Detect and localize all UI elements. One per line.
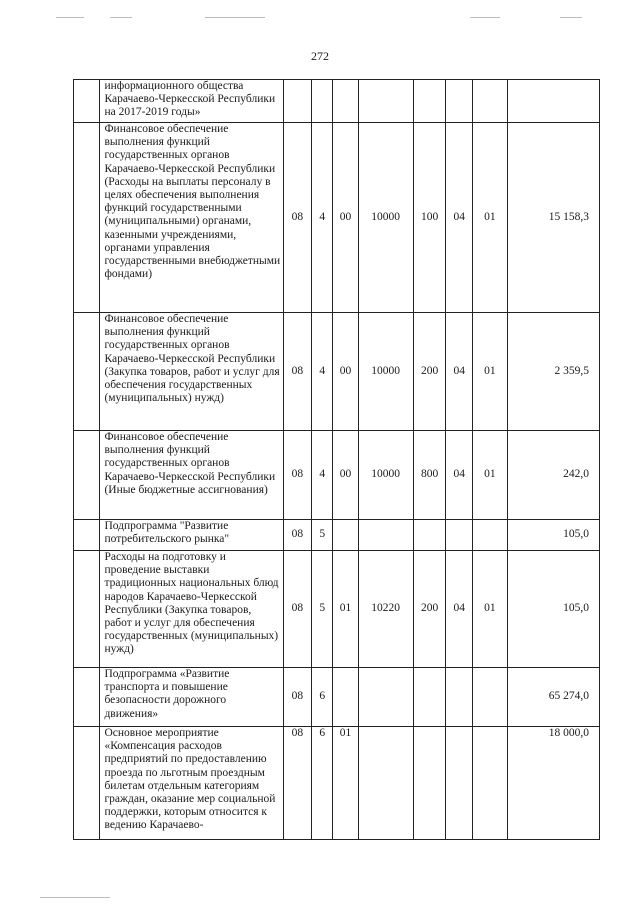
- table-row: [74, 313, 600, 431]
- table-row: [74, 520, 600, 551]
- expense-type-code: 800: [413, 431, 446, 520]
- direction-code: 10000: [358, 123, 413, 313]
- subsection-code: [472, 520, 507, 551]
- table-row: [74, 431, 600, 520]
- amount-value: 105,0: [507, 551, 599, 668]
- index-cell: [74, 520, 100, 551]
- direction-code: 10000: [358, 313, 413, 431]
- index-cell: [74, 431, 100, 520]
- table-row: [74, 80, 600, 123]
- expense-type-code: [413, 520, 446, 551]
- subprogram-code: 5: [312, 520, 333, 551]
- classification-code: 08: [283, 520, 312, 551]
- classification-code: [283, 80, 312, 123]
- direction-code: [358, 80, 413, 123]
- direction-code: [358, 668, 413, 727]
- row-description: Подпрограмма "Развитие потребительского рынка": [100, 520, 283, 551]
- section-code: 04: [446, 551, 472, 668]
- section-code: 04: [446, 123, 472, 313]
- event-code: [333, 668, 358, 727]
- row-description: Основное мероприятие «Компенсация расходов предприятий по предоставлению проезда по льготным проездным билетам отдельным категориям граждан, оказание мер социальной поддержки, которым относится к ведению Карачаево-: [100, 727, 283, 840]
- classification-code: 08: [283, 431, 312, 520]
- event-code: 00: [333, 123, 358, 313]
- scan-artifact: [40, 897, 110, 898]
- index-cell: [74, 727, 100, 840]
- subsection-code: 01: [472, 431, 507, 520]
- expense-type-code: [413, 668, 446, 727]
- index-cell: [74, 668, 100, 727]
- direction-code: 10000: [358, 431, 413, 520]
- direction-code: 10220: [358, 551, 413, 668]
- subsection-code: [472, 668, 507, 727]
- row-description: Финансовое обеспечение выполнения функций государственных органов Карачаево-Черкесской Республики (Закупка товаров, работ и услуг для обеспечения государственных (муниципальных) нужд): [100, 313, 283, 431]
- subprogram-code: 4: [312, 431, 333, 520]
- direction-code: [358, 520, 413, 551]
- table-row: [74, 668, 600, 727]
- event-code: 01: [333, 727, 358, 840]
- row-description: информационного общества Карачаево-Черкесской Республики на 2017-2019 годы»: [100, 80, 283, 123]
- classification-code: 08: [283, 727, 312, 840]
- classification-code: 08: [283, 123, 312, 313]
- section-code: 04: [446, 313, 472, 431]
- amount-value: 15 158,3: [507, 123, 599, 313]
- event-code: [333, 80, 358, 123]
- scan-artifact: [470, 17, 500, 18]
- amount-value: 2 359,5: [507, 313, 599, 431]
- scan-artifact: [56, 17, 84, 18]
- expense-type-code: [413, 80, 446, 123]
- section-code: [446, 727, 472, 840]
- subsection-code: 01: [472, 313, 507, 431]
- section-code: 04: [446, 431, 472, 520]
- direction-code: [358, 727, 413, 840]
- subprogram-code: 4: [312, 313, 333, 431]
- classification-code: 08: [283, 668, 312, 727]
- scan-artifact: [110, 17, 132, 18]
- table-row: [74, 727, 600, 840]
- scan-artifact: [205, 17, 265, 18]
- event-code: 00: [333, 313, 358, 431]
- row-description: Подпрограмма «Развитие транспорта и повышение безопасности дорожного движения»: [100, 668, 283, 727]
- table-row: [74, 123, 600, 313]
- row-description: Финансовое обеспечение выполнения функций государственных органов Карачаево-Черкесской Республики (Иные бюджетные ассигнования): [100, 431, 283, 520]
- subsection-code: 01: [472, 123, 507, 313]
- index-cell: [74, 313, 100, 431]
- event-code: 00: [333, 431, 358, 520]
- section-code: [446, 520, 472, 551]
- event-code: 01: [333, 551, 358, 668]
- amount-value: 105,0: [507, 520, 599, 551]
- classification-code: 08: [283, 551, 312, 668]
- expense-type-code: [413, 727, 446, 840]
- table-row: [74, 551, 600, 668]
- index-cell: [74, 80, 100, 123]
- page-number: 272: [311, 49, 329, 63]
- expense-type-code: 200: [413, 551, 446, 668]
- classification-code: 08: [283, 313, 312, 431]
- table-body: [74, 80, 600, 840]
- subprogram-code: 6: [312, 668, 333, 727]
- row-description: Финансовое обеспечение выполнения функций государственных органов Карачаево-Черкесской Республики (Расходы на выплаты персоналу в целях обеспечения выполнения функций государственными (муниципальными) органами, казенными учреждениями, органами управления государственными внебюджетными фондами): [100, 123, 283, 313]
- amount-value: 18 000,0: [507, 727, 599, 840]
- budget-table: [73, 79, 600, 840]
- row-description: Расходы на подготовку и проведение выставки традиционных национальных блюд народов Карачаево-Черкесской Республики (Закупка товаров, работ и услуг для обеспечения государственных (муниципальных) нужд): [100, 551, 283, 668]
- subprogram-code: 6: [312, 727, 333, 840]
- subprogram-code: [312, 80, 333, 123]
- scan-artifact: [560, 17, 582, 18]
- expense-type-code: 200: [413, 313, 446, 431]
- amount-value: 242,0: [507, 431, 599, 520]
- expense-type-code: 100: [413, 123, 446, 313]
- subsection-code: 01: [472, 551, 507, 668]
- subprogram-code: 5: [312, 551, 333, 668]
- event-code: [333, 520, 358, 551]
- subprogram-code: 4: [312, 123, 333, 313]
- index-cell: [74, 123, 100, 313]
- index-cell: [74, 551, 100, 668]
- amount-value: 65 274,0: [507, 668, 599, 727]
- amount-value: [507, 80, 599, 123]
- section-code: [446, 668, 472, 727]
- subsection-code: [472, 727, 507, 840]
- section-code: [446, 80, 472, 123]
- subsection-code: [472, 80, 507, 123]
